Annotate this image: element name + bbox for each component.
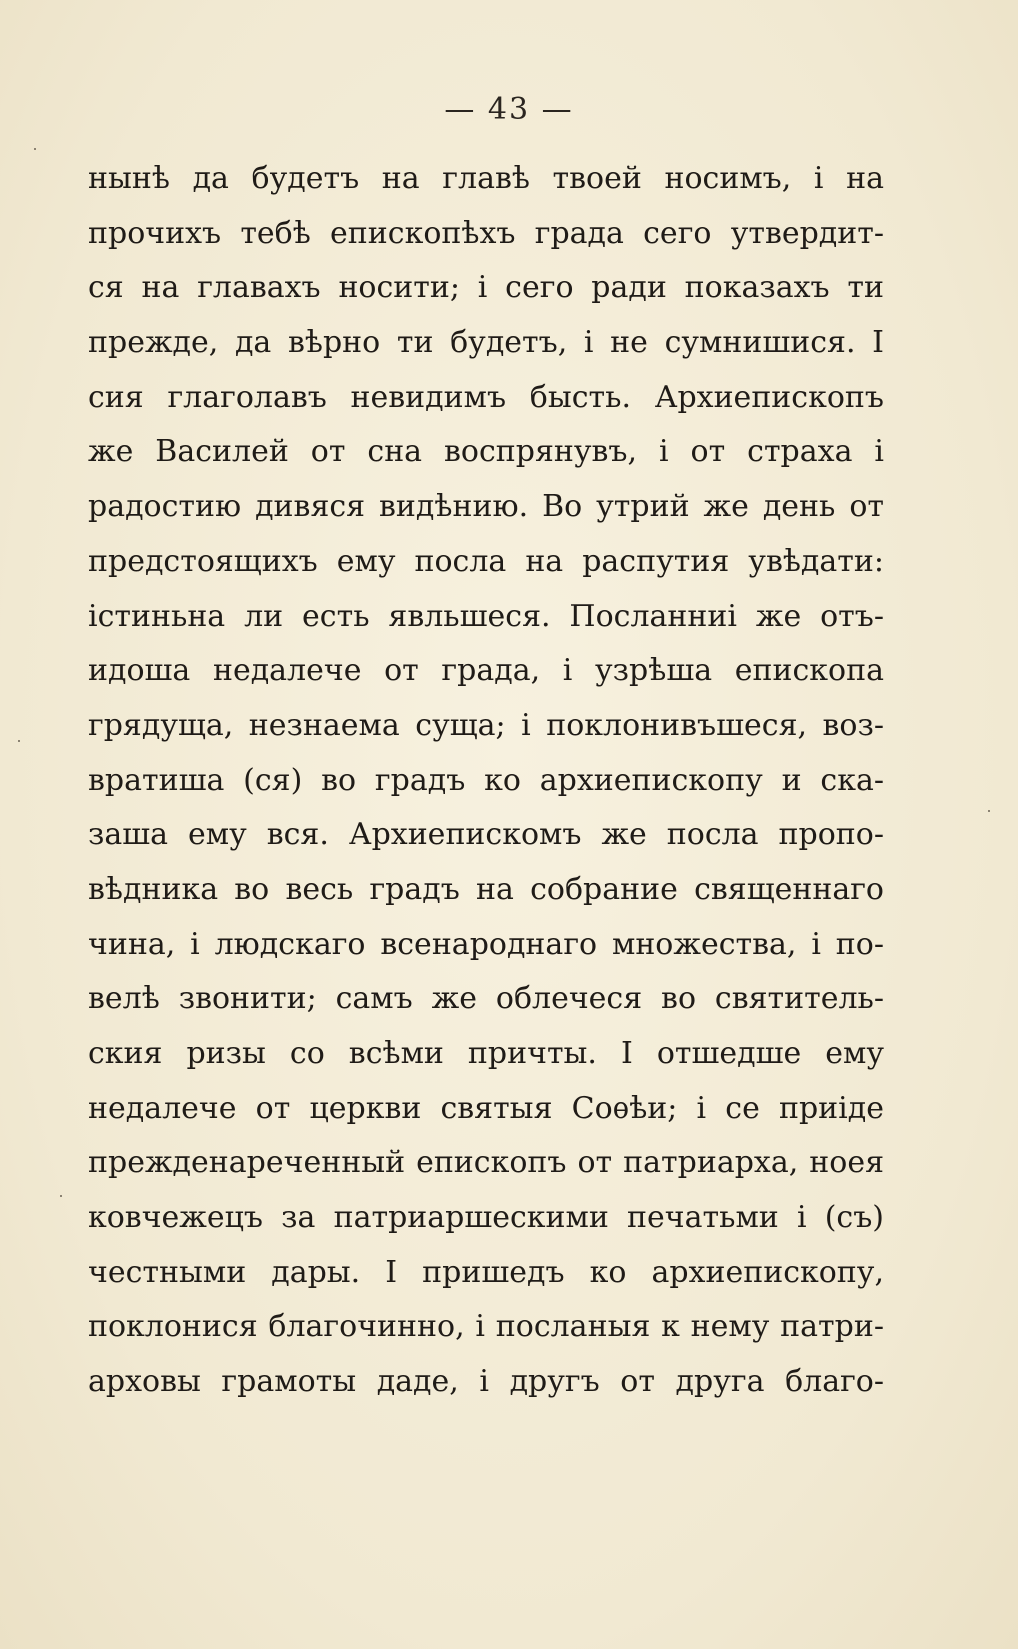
text-line: велѣ звонити; самъ же облечеся во святитель- bbox=[88, 981, 884, 1017]
paper-speck bbox=[18, 740, 20, 742]
text-line: ся на главахъ носити; і сего ради показахъ ти bbox=[88, 270, 884, 306]
page-number: — 43 — bbox=[444, 92, 574, 127]
text-line: нынѣ да будетъ на главѣ твоей носимъ, і на bbox=[88, 161, 884, 196]
paper-speck bbox=[60, 1195, 62, 1197]
text-line: предстоящихъ ему посла на распутия увѣдати: bbox=[88, 543, 884, 579]
text-line: чина, і людскаго всенароднаго множества, і по- bbox=[88, 926, 884, 962]
text-line: недалече от церкви святыя Соѳѣи; і се приіде bbox=[88, 1090, 884, 1126]
text-line: ския ризы со всѣми причты. І отшедше ему bbox=[88, 1036, 884, 1071]
body-text bbox=[88, 152, 884, 1410]
paper-speck bbox=[34, 148, 36, 150]
text-line: прочихъ тебѣ епископѣхъ града сего утвердит- bbox=[88, 215, 884, 251]
text-line: ковчежецъ за патриаршескими печатьми і (съ) bbox=[88, 1200, 884, 1236]
text-line: честными дары. І пришедъ ко архиепископу, bbox=[88, 1254, 884, 1290]
text-line: арховы грамоты даде, і другъ от друга благо- bbox=[88, 1364, 884, 1400]
text-line: идоша недалече от града, і узрѣша епископа bbox=[88, 653, 884, 689]
text-line: радостию дивяся видѣнию. Во утрий же день от bbox=[88, 489, 884, 525]
text-line: грядуща, незнаема суща; і поклонивъшеся, воз- bbox=[88, 707, 884, 743]
text-line: заша ему вся. Архиепискомъ же посла пропо- bbox=[88, 817, 884, 853]
text-line: вѣдника во весь градъ на собрание священнаго bbox=[88, 871, 884, 907]
text-line: прежде, да вѣрно ти будетъ, і не сумнишися. І bbox=[88, 325, 884, 361]
text-line: же Василей от сна воспрянувъ, і от страха і bbox=[88, 434, 884, 470]
text-line: поклонися благочинно, і посланыя к нему патри- bbox=[88, 1309, 884, 1345]
paper-speck bbox=[988, 810, 990, 812]
text-line: сия глаголавъ невидимъ бысть. Архиепископъ bbox=[88, 379, 884, 415]
text-line: істиньна ли есть явльшеся. Посланниі же отъ- bbox=[88, 598, 884, 634]
text-line: вратиша (ся) во градъ ко архиепископу и ска- bbox=[88, 762, 884, 798]
text-line: прежденареченный епископъ от патриарха, ноея bbox=[88, 1145, 884, 1181]
